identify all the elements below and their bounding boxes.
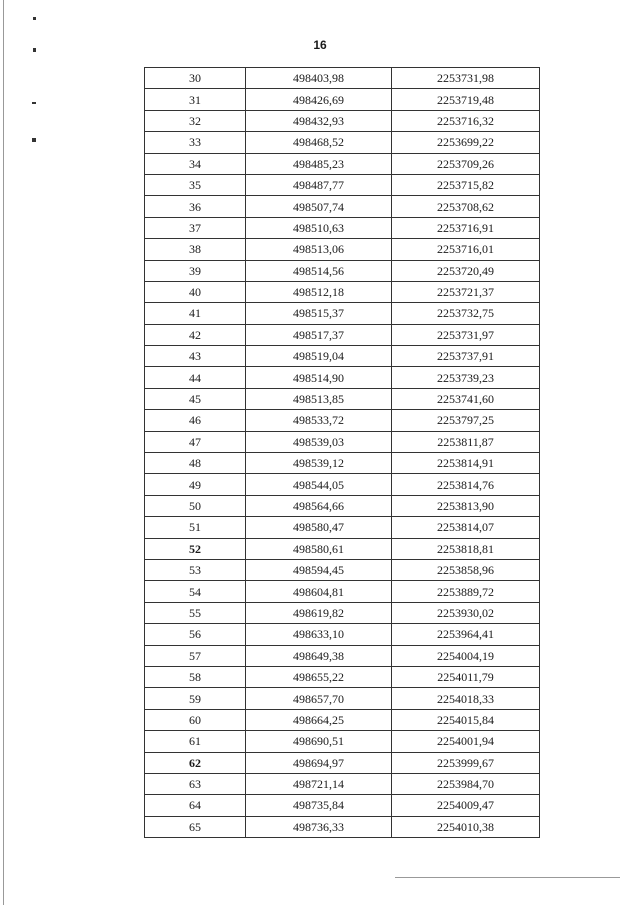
- point-number-cell: 53: [145, 559, 246, 580]
- point-number-cell: 31: [145, 89, 246, 110]
- table-row: [145, 367, 540, 388]
- table-row: [145, 388, 540, 409]
- x-coordinate-cell: 498735,84: [246, 795, 392, 816]
- point-number-cell: 43: [145, 346, 246, 367]
- y-coordinate-cell: 2254018,33: [392, 688, 540, 709]
- point-number-cell: 39: [145, 260, 246, 281]
- y-coordinate-cell: 2253814,91: [392, 453, 540, 474]
- y-coordinate-cell: 2253984,70: [392, 773, 540, 794]
- x-coordinate-cell: 498580,61: [246, 538, 392, 559]
- x-coordinate-cell: 498690,51: [246, 731, 392, 752]
- table-row: [145, 410, 540, 431]
- y-coordinate-cell: 2254015,84: [392, 709, 540, 730]
- point-number-cell: 59: [145, 688, 246, 709]
- x-coordinate-cell: 498580,47: [246, 517, 392, 538]
- table-row: [145, 688, 540, 709]
- y-coordinate-cell: 2253964,41: [392, 624, 540, 645]
- y-coordinate-cell: 2253999,67: [392, 752, 540, 773]
- y-coordinate-cell: 2253731,98: [392, 68, 540, 89]
- x-coordinate-cell: 498539,03: [246, 431, 392, 452]
- y-coordinate-cell: 2253731,97: [392, 324, 540, 345]
- table-row: [145, 346, 540, 367]
- point-number-cell: 48: [145, 453, 246, 474]
- point-number-cell: 30: [145, 68, 246, 89]
- x-coordinate-cell: 498539,12: [246, 453, 392, 474]
- table-row: [145, 559, 540, 580]
- y-coordinate-cell: 2253720,49: [392, 260, 540, 281]
- y-coordinate-cell: 2253741,60: [392, 388, 540, 409]
- table-row: [145, 431, 540, 452]
- x-coordinate-cell: 498564,66: [246, 495, 392, 516]
- x-coordinate-cell: 498721,14: [246, 773, 392, 794]
- x-coordinate-cell: 498514,90: [246, 367, 392, 388]
- table-row: [145, 645, 540, 666]
- y-coordinate-cell: 2253737,91: [392, 346, 540, 367]
- point-number-cell: 40: [145, 281, 246, 302]
- table-row: [145, 110, 540, 131]
- point-number-cell: 38: [145, 239, 246, 260]
- y-coordinate-cell: 2253813,90: [392, 495, 540, 516]
- point-number-cell: 55: [145, 602, 246, 623]
- x-coordinate-cell: 498510,63: [246, 217, 392, 238]
- table-row: [145, 217, 540, 238]
- table-row: [145, 89, 540, 110]
- y-coordinate-cell: 2253797,25: [392, 410, 540, 431]
- table-row: [145, 581, 540, 602]
- x-coordinate-cell: 498604,81: [246, 581, 392, 602]
- x-coordinate-cell: 498432,93: [246, 110, 392, 131]
- page-number: 16: [313, 38, 327, 52]
- x-coordinate-cell: 498649,38: [246, 645, 392, 666]
- coordinates-table: [144, 67, 540, 838]
- point-number-cell: 51: [145, 517, 246, 538]
- x-coordinate-cell: 498594,45: [246, 559, 392, 580]
- x-coordinate-cell: 498468,52: [246, 132, 392, 153]
- point-number-cell: 62: [145, 752, 246, 773]
- y-coordinate-cell: 2253739,23: [392, 367, 540, 388]
- x-coordinate-cell: 498633,10: [246, 624, 392, 645]
- y-coordinate-cell: 2254011,79: [392, 666, 540, 687]
- y-coordinate-cell: 2254009,47: [392, 795, 540, 816]
- point-number-cell: 42: [145, 324, 246, 345]
- x-coordinate-cell: 498619,82: [246, 602, 392, 623]
- table-row: [145, 517, 540, 538]
- x-coordinate-cell: 498512,18: [246, 281, 392, 302]
- point-number-cell: 54: [145, 581, 246, 602]
- y-coordinate-cell: 2254001,94: [392, 731, 540, 752]
- table-row: [145, 602, 540, 623]
- x-coordinate-cell: 498519,04: [246, 346, 392, 367]
- x-coordinate-cell: 498507,74: [246, 196, 392, 217]
- scan-dot-mark: [33, 17, 36, 20]
- point-number-cell: 64: [145, 795, 246, 816]
- x-coordinate-cell: 498514,56: [246, 260, 392, 281]
- point-number-cell: 61: [145, 731, 246, 752]
- table-row: [145, 239, 540, 260]
- y-coordinate-cell: 2253930,02: [392, 602, 540, 623]
- y-coordinate-cell: 2253818,81: [392, 538, 540, 559]
- table-row: [145, 132, 540, 153]
- point-number-cell: 32: [145, 110, 246, 131]
- x-coordinate-cell: 498426,69: [246, 89, 392, 110]
- table-row: [145, 196, 540, 217]
- table-row: [145, 260, 540, 281]
- table-row: [145, 174, 540, 195]
- table-row: [145, 453, 540, 474]
- point-number-cell: 34: [145, 153, 246, 174]
- point-number-cell: 46: [145, 410, 246, 431]
- table-row: [145, 773, 540, 794]
- point-number-cell: 45: [145, 388, 246, 409]
- point-number-cell: 57: [145, 645, 246, 666]
- y-coordinate-cell: 2253716,01: [392, 239, 540, 260]
- y-coordinate-cell: 2253699,22: [392, 132, 540, 153]
- x-coordinate-cell: 498655,22: [246, 666, 392, 687]
- x-coordinate-cell: 498513,06: [246, 239, 392, 260]
- point-number-cell: 49: [145, 474, 246, 495]
- table-row: [145, 68, 540, 89]
- table-row: [145, 666, 540, 687]
- point-number-cell: 65: [145, 816, 246, 837]
- y-coordinate-cell: 2253814,07: [392, 517, 540, 538]
- x-coordinate-cell: 498657,70: [246, 688, 392, 709]
- x-coordinate-cell: 498403,98: [246, 68, 392, 89]
- x-coordinate-cell: 498736,33: [246, 816, 392, 837]
- table-row: [145, 795, 540, 816]
- point-number-cell: 47: [145, 431, 246, 452]
- point-number-cell: 36: [145, 196, 246, 217]
- y-coordinate-cell: 2253716,91: [392, 217, 540, 238]
- coordinates-table-body: [145, 68, 540, 838]
- table-row: [145, 752, 540, 773]
- x-coordinate-cell: 498664,25: [246, 709, 392, 730]
- point-number-cell: 50: [145, 495, 246, 516]
- y-coordinate-cell: 2253889,72: [392, 581, 540, 602]
- y-coordinate-cell: 2253715,82: [392, 174, 540, 195]
- point-number-cell: 52: [145, 538, 246, 559]
- point-number-cell: 33: [145, 132, 246, 153]
- y-coordinate-cell: 2253719,48: [392, 89, 540, 110]
- table-row: [145, 153, 540, 174]
- table-row: [145, 816, 540, 837]
- x-coordinate-cell: 498694,97: [246, 752, 392, 773]
- x-coordinate-cell: 498533,72: [246, 410, 392, 431]
- x-coordinate-cell: 498513,85: [246, 388, 392, 409]
- y-coordinate-cell: 2253732,75: [392, 303, 540, 324]
- y-coordinate-cell: 2253709,26: [392, 153, 540, 174]
- x-coordinate-cell: 498544,05: [246, 474, 392, 495]
- scan-margin-line: [3, 0, 4, 905]
- table-row: [145, 324, 540, 345]
- point-number-cell: 41: [145, 303, 246, 324]
- x-coordinate-cell: 498515,37: [246, 303, 392, 324]
- y-coordinate-cell: 2254010,38: [392, 816, 540, 837]
- table-row: [145, 709, 540, 730]
- y-coordinate-cell: 2253814,76: [392, 474, 540, 495]
- table-row: [145, 303, 540, 324]
- point-number-cell: 58: [145, 666, 246, 687]
- x-coordinate-cell: 498517,37: [246, 324, 392, 345]
- point-number-cell: 63: [145, 773, 246, 794]
- y-coordinate-cell: 2253811,87: [392, 431, 540, 452]
- y-coordinate-cell: 2254004,19: [392, 645, 540, 666]
- x-coordinate-cell: 498487,77: [246, 174, 392, 195]
- point-number-cell: 44: [145, 367, 246, 388]
- table-row: [145, 731, 540, 752]
- table-row: [145, 538, 540, 559]
- table-row: [145, 624, 540, 645]
- x-coordinate-cell: 498485,23: [246, 153, 392, 174]
- y-coordinate-cell: 2253708,62: [392, 196, 540, 217]
- table-row: [145, 495, 540, 516]
- table-row: [145, 281, 540, 302]
- scan-dash-mark: [32, 102, 36, 104]
- point-number-cell: 37: [145, 217, 246, 238]
- point-number-cell: 56: [145, 624, 246, 645]
- point-number-cell: 60: [145, 709, 246, 730]
- scan-dot-mark: [32, 138, 36, 142]
- point-number-cell: 35: [145, 174, 246, 195]
- scan-bottom-line: [395, 877, 620, 878]
- table-row: [145, 474, 540, 495]
- y-coordinate-cell: 2253716,32: [392, 110, 540, 131]
- y-coordinate-cell: 2253721,37: [392, 281, 540, 302]
- y-coordinate-cell: 2253858,96: [392, 559, 540, 580]
